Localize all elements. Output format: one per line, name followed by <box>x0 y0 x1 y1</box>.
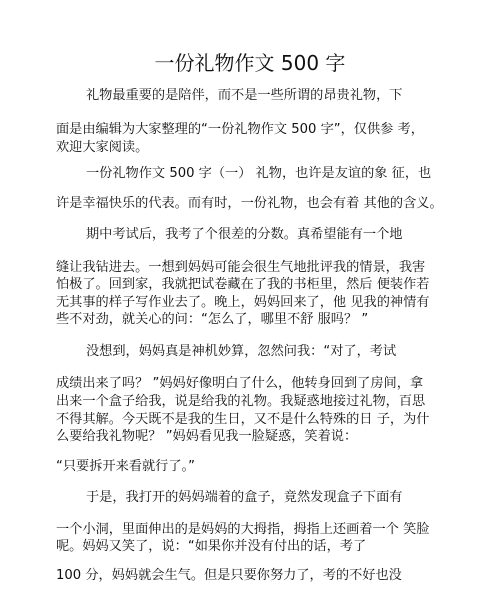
paragraph-line: 100 分，妈妈就会生气。但是只要你努力了，考的不好也没 <box>56 568 402 583</box>
paragraph-line: 么要给我礼物呢？ ”妈妈看见我一脸疑惑，笑着说： <box>56 429 358 444</box>
paragraph-line: 成绩出来了吗？ ”妈妈好像明白了什么，他转身回到了房间，拿 <box>56 376 424 391</box>
paragraph-line: 无其事的样子写作业去了。晚上，妈妈回来了，他 见我的神情有 <box>56 295 430 310</box>
paragraph-line: 些不对劲，就关心的问：“怎么了，哪里不舒 服吗？ ” <box>56 312 369 327</box>
paragraph-line: 一份礼物作文 500 字（一） 礼物，也许是友谊的象 征，也 <box>86 166 432 181</box>
paragraph-line: “只要拆开来看就行了。” <box>56 459 195 474</box>
paragraph-line: 面是由编辑为大家整理的“一份礼物作文 500 字”，仅供参 考， <box>56 122 424 137</box>
paragraph-line: 一个小洞，里面伸出的是妈妈的大拇指，拇指上还画着一个 笑脸 <box>56 522 430 537</box>
paragraph-line: 不得其解。今天既不是我的生日，又不是什么特殊的日 子，为什 <box>56 412 430 427</box>
paragraph-line: 怕极了。回到家，我就把试卷藏在了我的书柜里，然后 便装作若 <box>56 277 430 292</box>
document-title: 一份礼物作文 500 字 <box>154 51 346 75</box>
paragraph-line: 许是幸福快乐的代表。而有时，一份礼物，也会有着 其他的含义。 <box>56 196 443 211</box>
paragraph-line: 欢迎大家阅读。 <box>56 140 149 155</box>
paragraph-line: 呢。妈妈又笑了，说：“如果你并没有付出的话，考了 <box>56 539 367 554</box>
paragraph-line: 于是，我打开的妈妈端着的盒子，竟然发现盒子下面有 <box>86 490 403 505</box>
paragraph-line: 没想到，妈妈真是神机妙算，忽然问我：“对了，考试 <box>86 344 397 359</box>
paragraph-line: 缝让我钻进去。一想到妈妈可能会很生气地批评我的情景，我害 <box>56 260 426 275</box>
paragraph-line: 礼物最重要的是陪伴，而不是一些所谓的昂贵礼物，下 <box>86 88 403 103</box>
paragraph-line: 出来一个盒子给我，说是给我的礼物。我疑惑地接过礼物，百思 <box>56 394 426 409</box>
paragraph-line: 期中考试后，我考了个很差的分数。真希望能有一个地 <box>86 227 403 242</box>
